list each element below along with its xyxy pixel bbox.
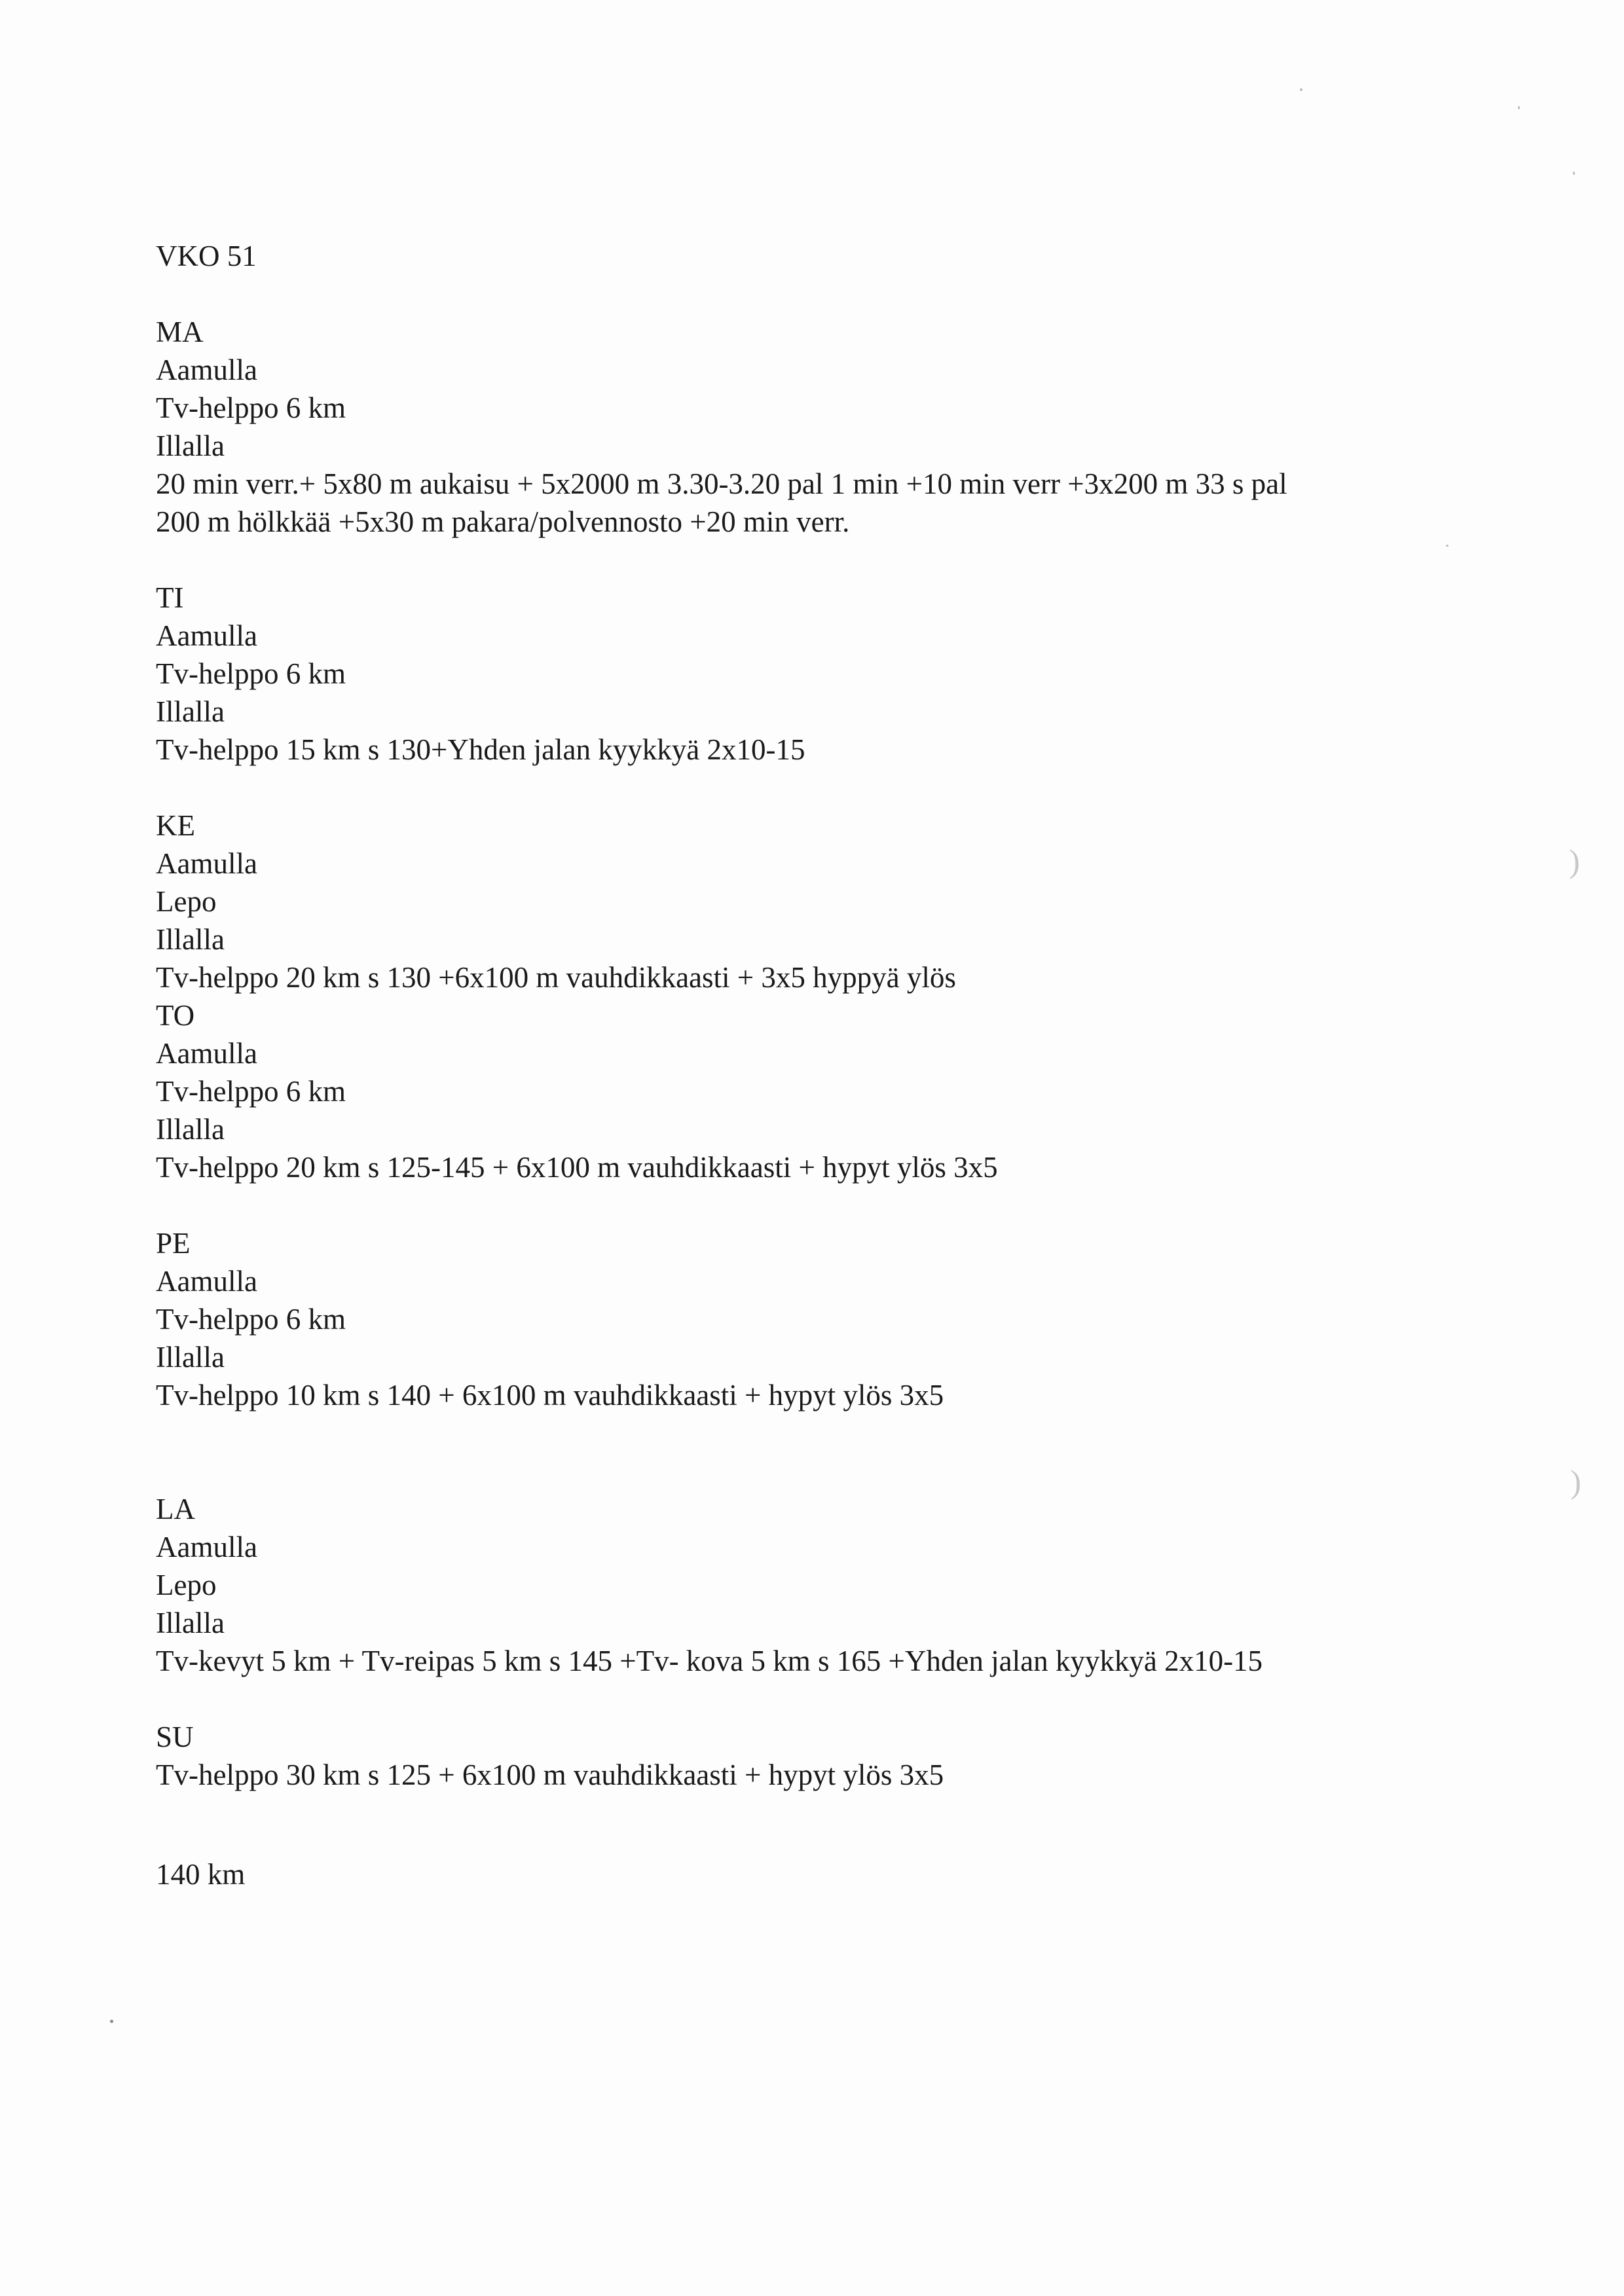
week-title: VKO 51: [156, 240, 257, 272]
session-line: Aamulla: [156, 1265, 257, 1298]
day-block-ma: [156, 313, 1505, 541]
weekly-total: 140 km: [156, 1858, 246, 1891]
session-line: Illalla: [156, 923, 225, 956]
session-line: Tv-helppo 6 km: [156, 392, 346, 424]
session-line: Illalla: [156, 1341, 225, 1374]
training-plan: [156, 237, 1505, 1794]
session-line: Illalla: [156, 1607, 225, 1639]
day-heading: SU: [156, 1721, 194, 1753]
session-line: Tv-helppo 20 km s 125-145 + 6x100 m vauhdikkaasti + hypyt ylös 3x5: [156, 1151, 998, 1184]
session-line: Aamulla: [156, 1037, 257, 1070]
day-block-to: [156, 996, 1505, 1186]
day-block-ti: [156, 579, 1505, 769]
scan-mark: ): [1569, 843, 1580, 879]
scan-mark: ): [1570, 1463, 1581, 1500]
day-heading: PE: [156, 1227, 191, 1260]
day-heading: TO: [156, 999, 195, 1032]
scan-speck: [110, 2020, 113, 2023]
session-line: Tv-helppo 6 km: [156, 1075, 346, 1108]
session-line: Illalla: [156, 695, 225, 728]
day-block-pe: [156, 1224, 1505, 1414]
session-line: 200 m hölkkää +5x30 m pakara/polvennosto +20 min verr.: [156, 505, 850, 538]
session-line: Tv-helppo 6 km: [156, 1303, 346, 1336]
session-line: Illalla: [156, 1113, 225, 1146]
day-heading: KE: [156, 809, 195, 842]
session-line: Lepo: [156, 885, 217, 918]
session-line: Tv-helppo 30 km s 125 + 6x100 m vauhdikkaasti + hypyt ylös 3x5: [156, 1758, 944, 1791]
session-line: Aamulla: [156, 1531, 257, 1563]
day-heading: MA: [156, 316, 204, 348]
scan-speck: [1446, 545, 1449, 547]
day-block-su: [156, 1718, 1505, 1794]
session-line: Tv-helppo 15 km s 130+Yhden jalan kyykkyä 2x10-15: [156, 733, 805, 766]
scan-speck: [1518, 106, 1520, 109]
day-block-la: [156, 1490, 1505, 1680]
session-line: Aamulla: [156, 619, 257, 652]
session-line: Aamulla: [156, 847, 257, 880]
session-line: Tv-helppo 6 km: [156, 657, 346, 690]
session-line: Lepo: [156, 1569, 217, 1601]
scan-speck: [1573, 172, 1575, 175]
day-block-ke: [156, 807, 1505, 996]
scan-speck: [1300, 88, 1302, 91]
session-line: 20 min verr.+ 5x80 m aukaisu + 5x2000 m 3.30-3.20 pal 1 min +10 min verr +3x200 m 33 s pal: [156, 467, 1287, 500]
session-line: Aamulla: [156, 354, 257, 386]
session-line: Tv-helppo 20 km s 130 +6x100 m vauhdikkaasti + 3x5 hyppyä ylös: [156, 961, 956, 994]
day-heading: LA: [156, 1493, 195, 1525]
session-line: Tv-kevyt 5 km + Tv-reipas 5 km s 145 +Tv- kova 5 km s 165 +Yhden jalan kyykkyä 2x10-15: [156, 1645, 1263, 1677]
day-heading: TI: [156, 581, 184, 614]
session-line: Illalla: [156, 429, 225, 462]
session-line: Tv-helppo 10 km s 140 + 6x100 m vauhdikkaasti + hypyt ylös 3x5: [156, 1379, 944, 1412]
